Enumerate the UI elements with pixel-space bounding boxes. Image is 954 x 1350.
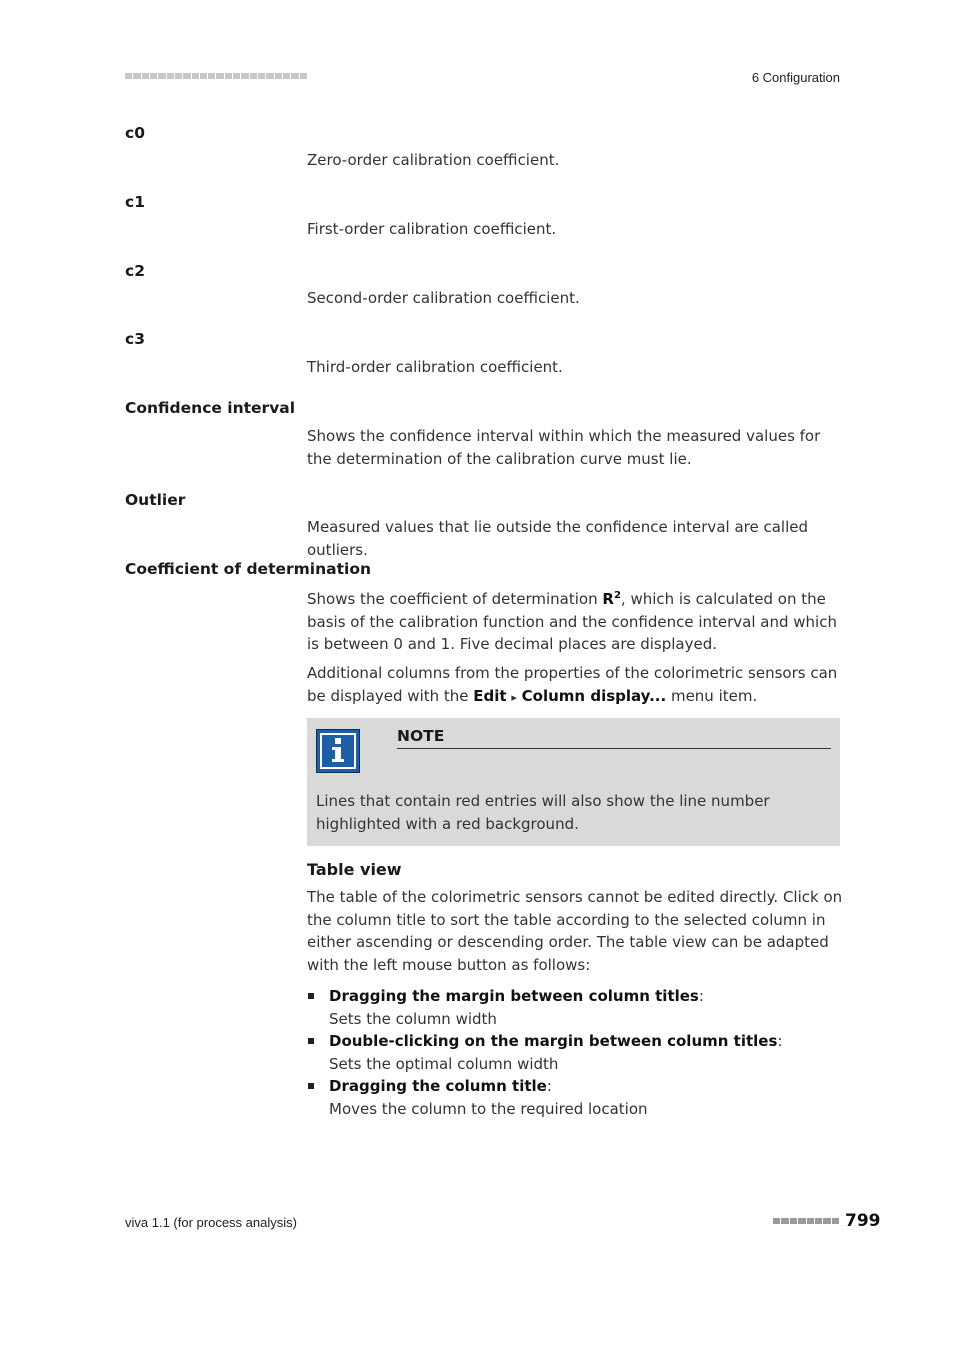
- footer-product: viva 1.1 (for process analysis): [125, 1215, 297, 1230]
- chapter-header: 6 Configuration: [751, 70, 840, 85]
- term-c1: c1: [125, 193, 145, 211]
- term-c0: c0: [125, 124, 145, 142]
- term-c3: c3: [125, 330, 145, 348]
- menu-arrow-icon: ▸: [511, 690, 517, 704]
- menu-path-edit: Edit: [473, 686, 507, 705]
- description-c0: Zero-order calibration coefficient.: [307, 151, 560, 169]
- menu-path-column-display: Column display...: [521, 686, 667, 705]
- bullet-square-icon: [308, 1083, 314, 1089]
- description-outlier: Measured values that lie outside the confidence interval are called outliers.: [307, 518, 808, 559]
- table-view-heading: Table view: [307, 860, 402, 879]
- term-coefficient-of-determination: Coefficient of determination: [125, 560, 372, 578]
- table-view-intro: The table of the colorimetric sensors cannot be edited directly. Click on the column title to sort the table according to the selected column in either ascending or descending order. The table view can be adapted with the left mouse button as follows:: [307, 888, 843, 974]
- description-c1: First-order calibration coefficient.: [307, 220, 557, 238]
- term-confidence-interval: Confidence interval: [125, 399, 296, 417]
- bullet-square-icon: [308, 1038, 314, 1044]
- note-box: [307, 718, 840, 846]
- bullet-square-icon: [308, 993, 314, 999]
- term-outlier: Outlier: [125, 491, 186, 509]
- list-item: Dragging the margin between column titles: Sets the column width: [307, 985, 843, 1030]
- header-decoration: [125, 71, 307, 81]
- r-squared-symbol: $R^2$: [602, 590, 621, 608]
- page-number: 799: [845, 1211, 881, 1231]
- note-text: Lines that contain red entries will also show the line number highlighted with a red background.: [316, 792, 770, 833]
- term-c2: c2: [125, 262, 145, 280]
- list-item: Dragging the column title: Moves the column to the required location: [307, 1075, 843, 1120]
- table-view-bullet-list: [307, 985, 843, 1120]
- description-confidence-interval: Shows the confidence interval within which the measured values for the determination of the calibration curve must lie.: [307, 427, 821, 468]
- note-title: NOTE: [397, 727, 831, 749]
- footer-decoration: [773, 1218, 839, 1226]
- list-item: Double-clicking on the margin between column titles: Sets the optimal column width: [307, 1030, 843, 1075]
- description-coefficient-of-determination: Shows the coefficient of determination $R^2$, which is calculated on the basis of the calibration function and the confidence interval and which is between 0 and 1. Five decimal places are displayed.: [307, 590, 837, 653]
- info-icon: [316, 729, 360, 773]
- additional-columns-paragraph: Additional columns from the properties of the colorimetric sensors can be displayed with the Edit ▸ Column display... menu item.: [307, 664, 838, 705]
- description-c2: Second-order calibration coefficient.: [307, 289, 580, 307]
- description-c3: Third-order calibration coefficient.: [307, 358, 563, 376]
